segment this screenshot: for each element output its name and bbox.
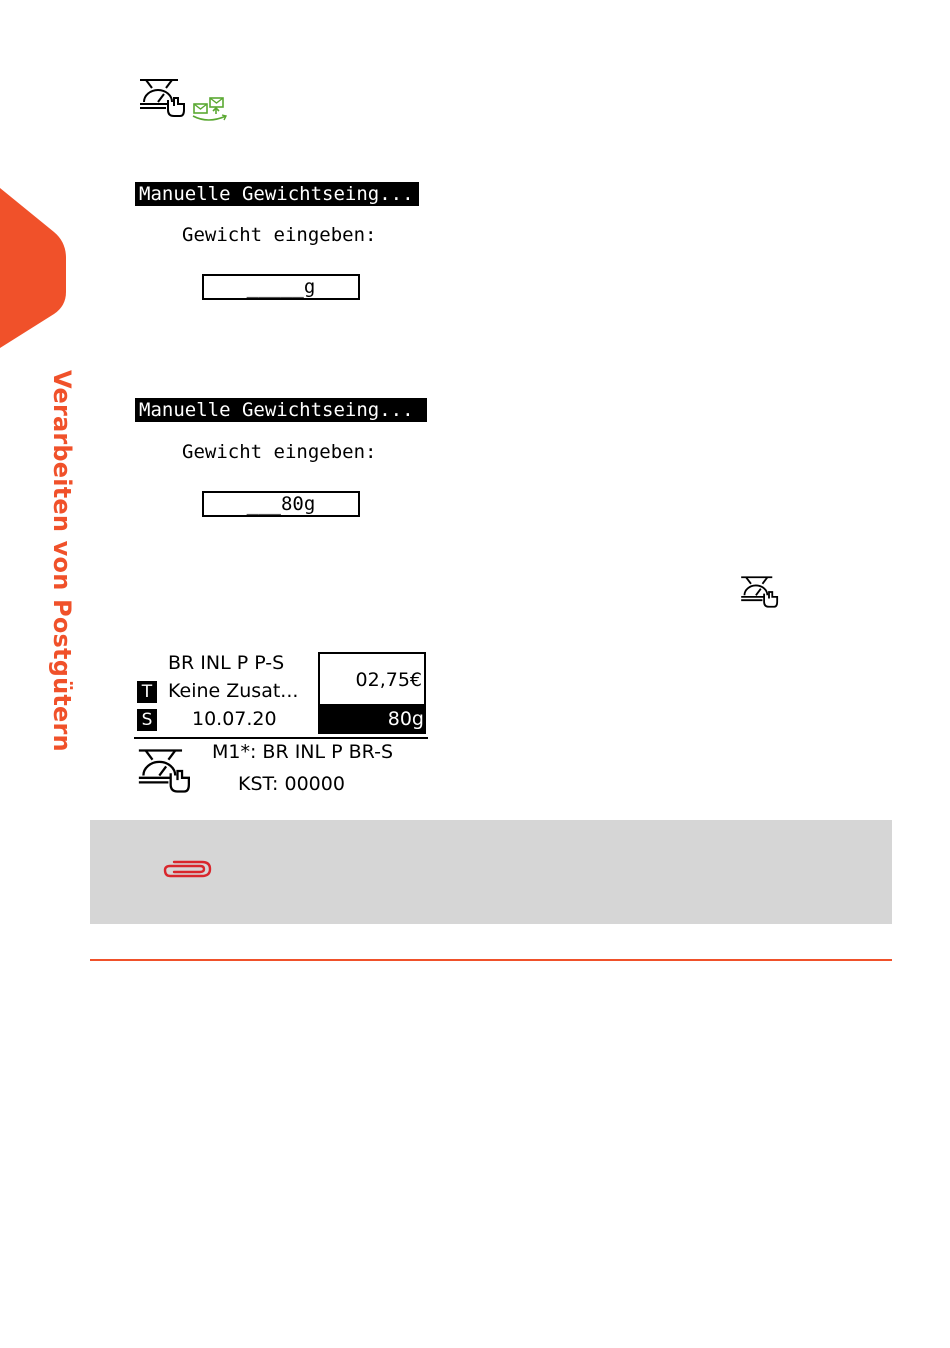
- cost-center-label: KST: 00000: [238, 773, 345, 795]
- divider: [134, 737, 428, 739]
- screen2-weight-field[interactable]: ___80g: [202, 491, 360, 517]
- scale-hand-icon: [136, 746, 194, 796]
- chapter-tab-marker: [0, 188, 66, 348]
- extras-label: Keine Zusat...: [168, 680, 299, 702]
- badge-s: S: [137, 709, 157, 731]
- screen2-title: Manuelle Gewichtseing...: [135, 398, 427, 422]
- price-display: 02,75€: [318, 652, 426, 704]
- screen2-prompt: Gewicht eingeben:: [182, 441, 377, 463]
- home-screen: [134, 652, 428, 797]
- screen1-weight-field[interactable]: _____g: [202, 274, 360, 300]
- scale-hand-icon: [738, 574, 782, 610]
- scale-hand-icon: [138, 76, 188, 120]
- chapter-tab-label: Verarbeiten von Postgütern: [48, 370, 76, 752]
- paperclip-icon: [162, 858, 214, 880]
- badge-t: T: [137, 681, 157, 703]
- weight-display: 80g: [318, 704, 426, 734]
- note-box: [90, 820, 892, 924]
- mode-label: M1*: BR INL P BR-S: [212, 741, 394, 763]
- screen1-prompt: Gewicht eingeben:: [182, 224, 377, 246]
- date-label: 10.07.20: [192, 708, 277, 730]
- product-label: BR INL P P-S: [168, 652, 285, 674]
- mail-transfer-icon: [190, 96, 230, 126]
- section-divider: [90, 959, 892, 961]
- screen1-title: Manuelle Gewichtseing...: [135, 182, 419, 206]
